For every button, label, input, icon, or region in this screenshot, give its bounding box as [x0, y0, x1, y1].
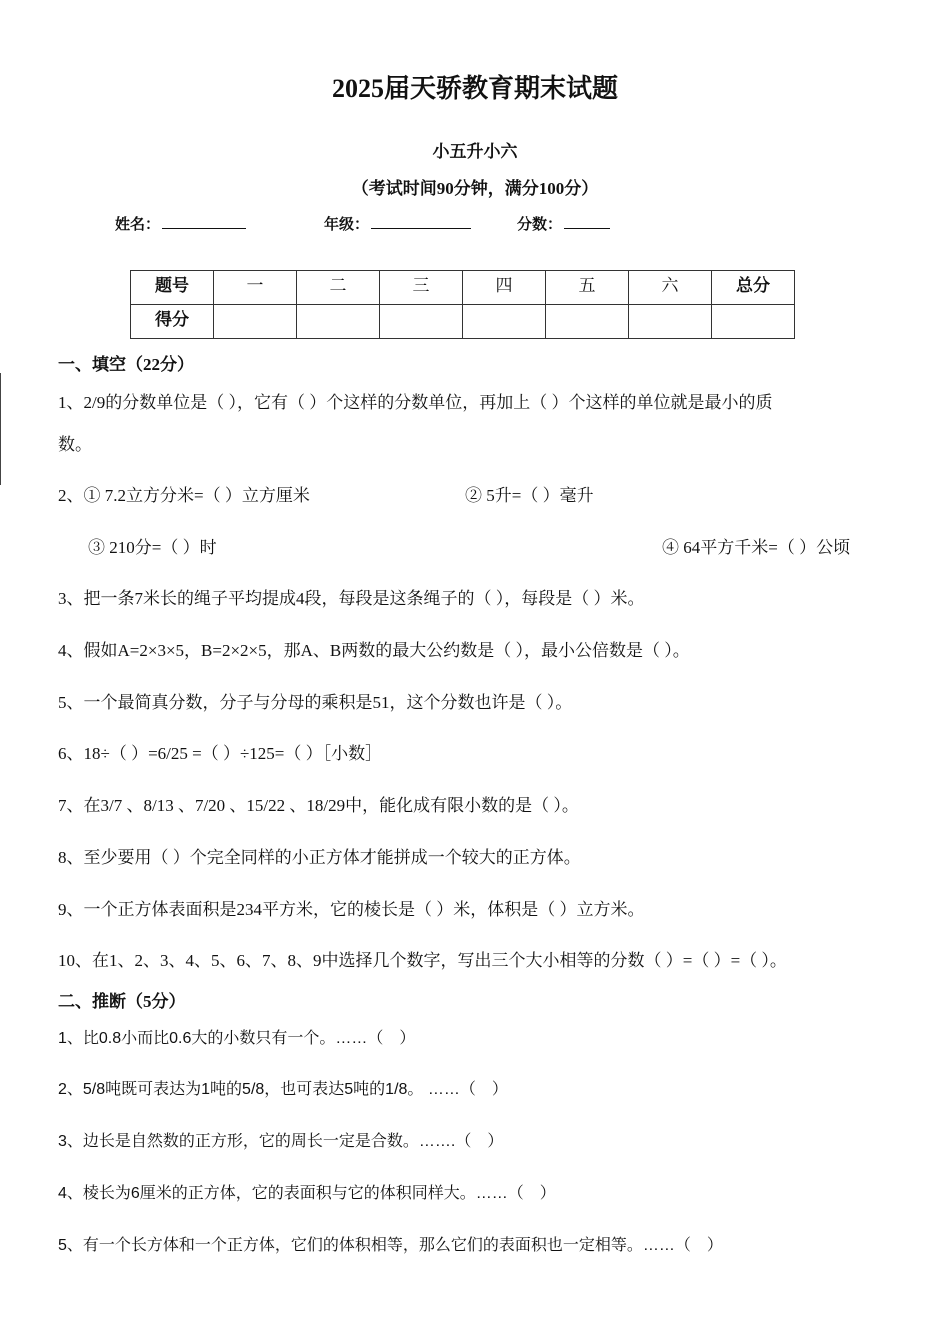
- question: 5、有一个长方体和一个正方体，它们的体积相等，那么它们的表面积也一定相等。……（ ）: [58, 1237, 723, 1254]
- question: ④ 64平方千米=（ ）公顷: [662, 538, 851, 557]
- score-table: [130, 270, 795, 339]
- grade-blank[interactable]: [371, 214, 471, 229]
- score-table-cell: 五: [546, 271, 629, 305]
- question: 4、棱长为6厘米的正方体，它的表面积与它的体积同样大。……（ ）: [58, 1185, 556, 1202]
- question: 3、边长是自然数的正方形，它的周长一定是合数。…….（ ）: [58, 1133, 504, 1150]
- section1-heading: 一、填空（22分）: [58, 355, 194, 374]
- score-field[interactable]: [517, 213, 610, 234]
- grade-field[interactable]: [324, 213, 471, 234]
- question: ③ 210分=（ ）时: [88, 538, 217, 557]
- score-input-cell[interactable]: [463, 305, 546, 339]
- score-input-cell[interactable]: [297, 305, 380, 339]
- name-field[interactable]: [115, 213, 246, 234]
- grade-label: 年级：: [324, 217, 370, 233]
- question: 4、假如A=2×3×5，B=2×2×5，那A、B两数的最大公约数是（ ），最小公倍数是（ ）。: [58, 641, 690, 660]
- score-table-score-row: [131, 305, 795, 339]
- score-table-cell: 四: [463, 271, 546, 305]
- question: 2、5/8吨既可表达为1吨的5/8，也可表达5吨的1/8。 ……（ ）: [58, 1081, 508, 1098]
- score-input-cell[interactable]: [214, 305, 297, 339]
- margin-line: [0, 373, 1, 485]
- score-table-cell: 总分: [712, 271, 795, 305]
- question: 3、把一条7米长的绳子平均提成4段，每段是这条绳子的（ ），每段是（ ）米。: [58, 589, 645, 608]
- score-input-cell[interactable]: [546, 305, 629, 339]
- score-table-cell: 三: [380, 271, 463, 305]
- score-blank[interactable]: [564, 214, 610, 229]
- question: 1、2/9的分数单位是（ ），它有（ ）个这样的分数单位，再加上（ ）个这样的单位就是最小的质: [58, 393, 773, 412]
- score-table-cell: 题号: [131, 271, 214, 305]
- name-label: 姓名：: [115, 217, 161, 233]
- question: ② 5升=（ ）毫升: [465, 486, 594, 505]
- exam-subtitle: 小五升小六: [432, 142, 518, 161]
- question: 1、比0.8小而比0.6大的小数只有一个。……（ ）: [58, 1030, 416, 1047]
- question: 7、在3/7 、8/13 、7/20 、15/22 、18/29中，能化成有限小数的是（ ）。: [58, 796, 579, 815]
- score-table-cell: 一: [214, 271, 297, 305]
- exam-note: （考试时间90分钟，满分100分）: [351, 179, 599, 198]
- score-table-cell: 二: [297, 271, 380, 305]
- score-label: 分数：: [517, 217, 563, 233]
- score-table-cell: 六: [629, 271, 712, 305]
- question: 数。: [58, 435, 92, 454]
- exam-title: 2025届天骄教育期末试题: [331, 74, 618, 103]
- question: 10、在1、2、3、4、5、6、7、8、9中选择几个数字，写出三个大小相等的分数（ ）=（ ）=（ ）。: [58, 951, 787, 970]
- score-table-cell: 得分: [131, 305, 214, 339]
- question: 8、至少要用（ ）个完全同样的小正方体才能拼成一个较大的正方体。: [58, 848, 581, 867]
- question: 6、18÷（ ）=6/25 =（ ）÷125=（ ）［小数］: [58, 744, 383, 763]
- question: 9、一个正方体表面积是234平方米，它的棱长是（ ）米，体积是（ ）立方米。: [58, 900, 645, 919]
- score-input-cell[interactable]: [712, 305, 795, 339]
- question: 2、① 7.2立方分米=（ ）立方厘米: [58, 486, 310, 505]
- section2-heading: 二、推断（5分）: [58, 992, 186, 1011]
- score-input-cell[interactable]: [380, 305, 463, 339]
- question: 5、一个最简真分数，分子与分母的乘积是51，这个分数也许是（ ）。: [58, 693, 573, 712]
- score-input-cell[interactable]: [629, 305, 712, 339]
- name-blank[interactable]: [162, 214, 246, 229]
- score-table-header-row: [131, 271, 795, 305]
